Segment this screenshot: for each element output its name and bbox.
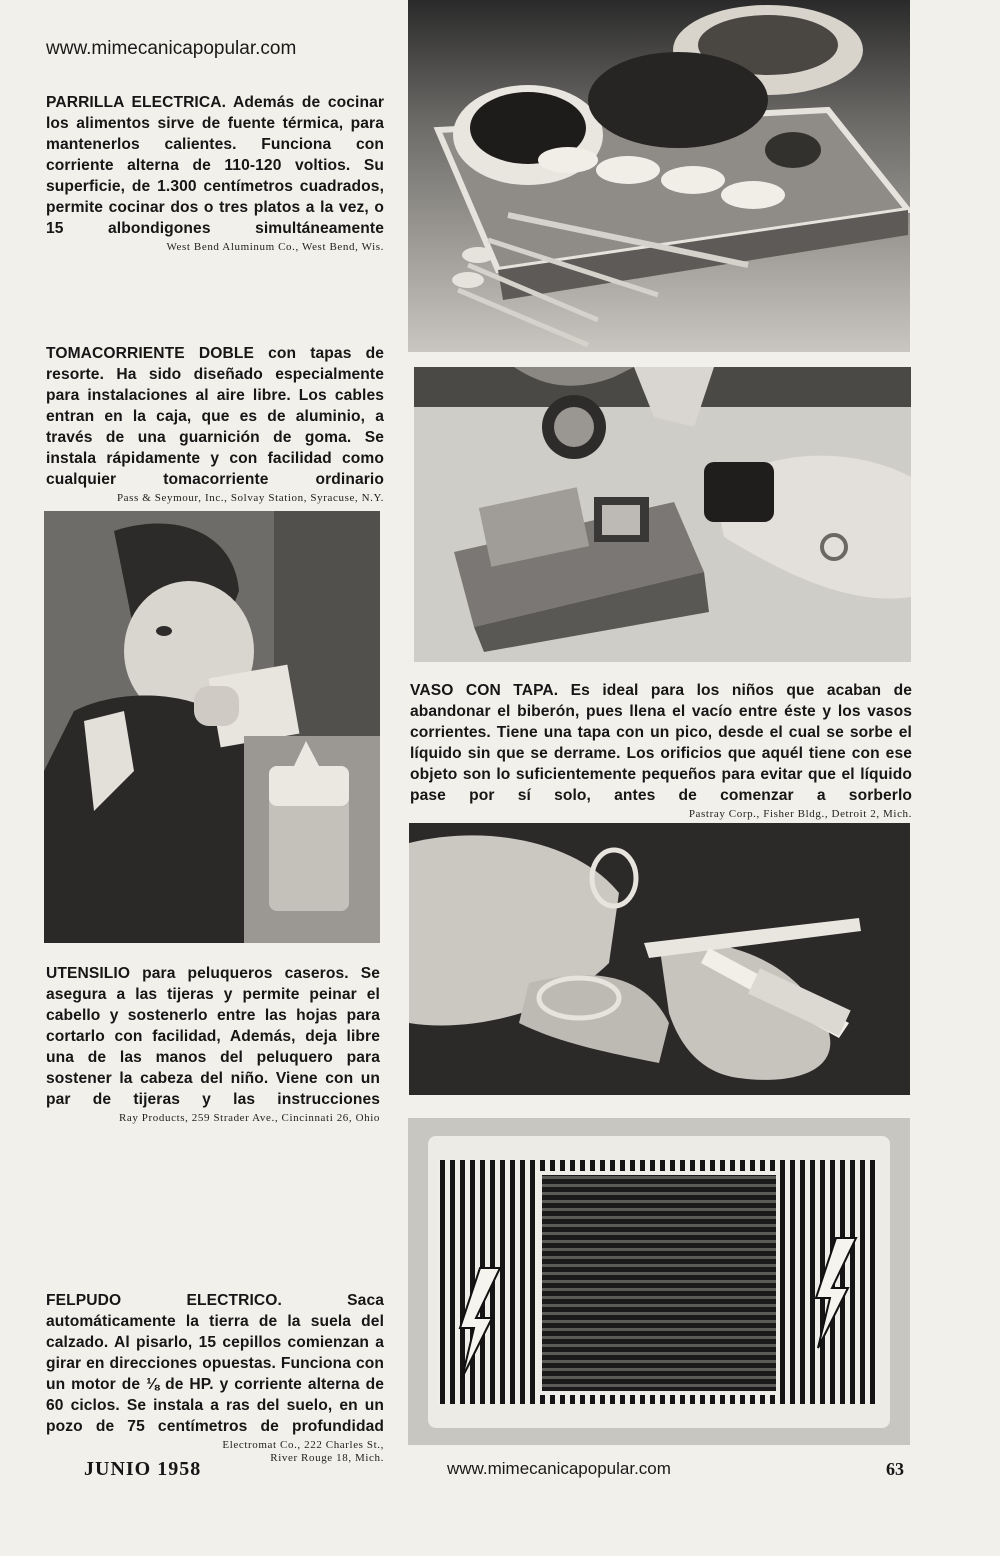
child-illustration xyxy=(44,511,380,943)
item-mat-credit-line1: Electromat Co., 222 Charles St., xyxy=(222,1439,384,1451)
item-utensil-text xyxy=(46,963,380,1110)
page-number: 63 xyxy=(886,1459,904,1479)
item-cup-credit: Pastray Corp., Fisher Bldg., Detroit 2, Mich. xyxy=(688,808,912,820)
electric-grill-photo xyxy=(408,0,910,352)
item-outlet-title: TOMACORRIENTE DOBLE xyxy=(46,345,254,362)
item-outlet-body: con tapas de resorte. Ha sido diseñado especialmente para instalaciones al aire libre. Los cables entran en la caja, que es de aluminio, a través de una guarnición de goma. Se instala rápidamente y con facilidad como cualquier tomacorriente ordinario xyxy=(46,345,384,488)
item-outlet-credit: Pass & Seymour, Inc., Solvay Station, Syracuse, N.Y. xyxy=(116,492,384,504)
footer-url: www.mimecanicapopular.com xyxy=(447,1459,671,1478)
item-cup-title: VASO CON TAPA. xyxy=(410,682,559,699)
double-outlet-photo xyxy=(414,367,911,662)
item-grill xyxy=(46,92,384,254)
item-mat-title: FELPUDO ELECTRICO. xyxy=(46,1292,282,1309)
item-utensil-body: para peluqueros caseros. Se asegura a las tijeras y permite peinar el cabello y sostenerlo entre las hojas para cortarlo con facilidad, Además, deja libre una de las manos del peluquero para sostener la cabeza del niño. Viene con un par de tijeras y las instrucciones xyxy=(46,965,380,1108)
item-grill-title: PARRILLA ELECTRICA. xyxy=(46,94,227,111)
item-utensil-title: UTENSILIO xyxy=(46,965,131,982)
footer-date: JUNIO 1958 xyxy=(84,1458,202,1480)
item-utensil xyxy=(46,963,380,1125)
scissors-utensil-photo xyxy=(409,823,910,1095)
header-url: www.mimecanicapopular.com xyxy=(46,38,297,59)
item-mat xyxy=(46,1290,384,1465)
item-mat-body: Saca automáticamente la tierra de la suela del calzado. Al pisarlo, 15 cepillos comienzan a girar en direcciones opuestas. Funciona con un motor de ⅛ de HP. y corriente alterna de 60 ciclos. Se instala a ras del suelo, en un pozo de 75 centímetros de profundidad xyxy=(46,1292,384,1435)
electric-mat-photo xyxy=(408,1118,910,1445)
mat-illustration xyxy=(408,1118,910,1445)
item-grill-credit: West Bend Aluminum Co., West Bend, Wis. xyxy=(166,241,384,253)
outlet-illustration xyxy=(414,367,911,662)
item-grill-body: Además de cocinar los alimentos sirve de fuente térmica, para mantenerlos calientes. Funciona con corriente alterna de 110-120 voltios. Su superficie, de 1.300 centímetros cuadrados, permite cocinar dos o tres platos a la vez, o 15 albondigones simultáneamente xyxy=(46,94,385,237)
item-cup xyxy=(410,680,912,821)
item-outlet-text xyxy=(46,343,384,490)
grill-illustration xyxy=(408,0,910,352)
item-cup-text xyxy=(410,680,912,806)
item-mat-text xyxy=(46,1290,384,1437)
item-cup-body: Es ideal para los niños que acaban de abandonar el biberón, pues llena el vacío entre éste y los vasos corrientes. Tiene una tapa con un pico, desde el cual se sorbe el líquido sin que se derrame. Los orificios que aquél tiene con ese objeto son lo suficientemente pequeños para evitar que el líquido pase por sí solo, antes de comenzar a sorberlo xyxy=(410,682,912,804)
item-outlet xyxy=(46,343,384,505)
scissors-illustration xyxy=(409,823,910,1095)
item-utensil-credit: Ray Products, 259 Strader Ave., Cincinnati 26, Ohio xyxy=(118,1112,380,1124)
item-mat-credit-line2: River Rouge 18, Mich. xyxy=(270,1452,384,1464)
child-with-cup-photo xyxy=(44,511,380,943)
item-grill-text xyxy=(46,92,384,239)
